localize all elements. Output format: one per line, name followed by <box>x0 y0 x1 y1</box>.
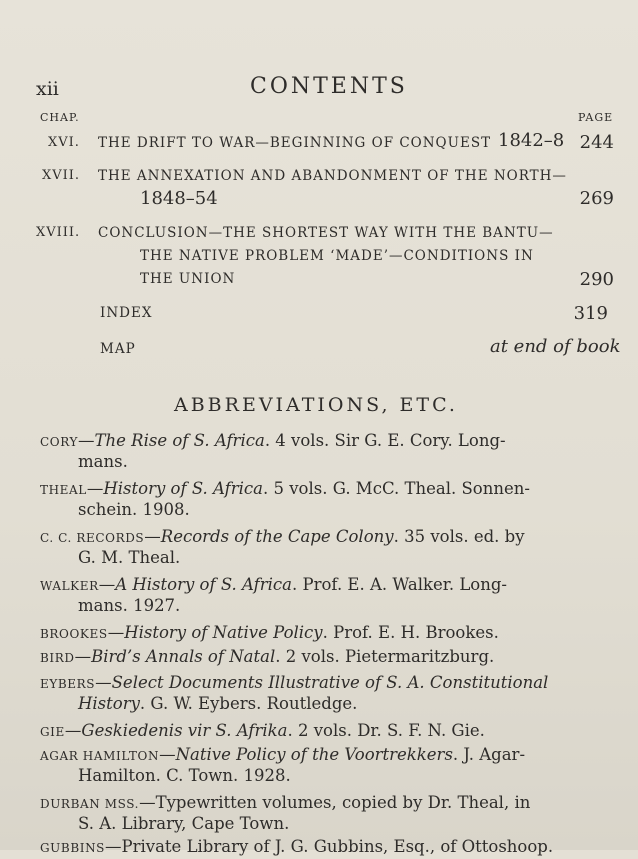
abbreviation-entry: WALKER—A History of S. Africa. Prof. E. A. Walker. Long- <box>40 575 507 594</box>
page-title: CONTENTS <box>250 74 408 99</box>
abbreviation-details: . 35 vols. ed. by <box>393 527 525 546</box>
abbreviation-details: —Private Library of J. G. Gubbins, Esq., of Ottoshoop. <box>105 837 554 856</box>
map-label: MAP <box>100 341 136 357</box>
abbreviation-continuation <box>78 694 357 713</box>
chapter-number: XVIII. <box>36 225 81 240</box>
abbreviation-entry <box>40 792 530 815</box>
chapter-page: 269 <box>579 188 614 209</box>
chapter-number: XVII. <box>42 168 81 183</box>
abbreviation-key: BROOKES <box>40 627 108 641</box>
page-column-label: PAGE <box>578 111 614 124</box>
page-number: xii <box>36 78 59 100</box>
abbreviation-key: CORY <box>40 435 79 449</box>
abbreviation-continuation: mans. <box>78 452 128 471</box>
abbreviation-entry: THEAL—History of S. Africa. 5 vols. G. McC. Theal. Sonnen- <box>40 479 530 498</box>
abbreviation-details: —Typewritten volumes, copied by Dr. Theal, in <box>139 793 531 812</box>
abbreviation-key: WALKER <box>40 579 99 593</box>
abbreviation-continuation: Hamilton. C. Town. 1928. <box>78 766 291 785</box>
abbreviation-key: DURBAN MSS. <box>40 797 140 811</box>
abbreviation-title: Bird’s Annals of Natal <box>91 647 276 666</box>
abbreviation-details: . Prof. E. A. Walker. Long- <box>292 575 507 594</box>
abbreviation-key: BIRD <box>40 651 75 665</box>
abbreviation-key: GUBBINS <box>40 841 105 855</box>
abbreviation-details: . J. Agar- <box>452 745 526 764</box>
abbreviation-title: Native Policy of the Voortrekkers <box>175 745 453 764</box>
map-location: at end of book <box>490 336 621 357</box>
abbreviation-entry: AGAR HAMILTON—Native Policy of the Voortrekkers. J. Agar- <box>40 745 526 764</box>
abbreviation-entry: EYBERS—Select Documents Illustrative of S. A. Constitutional <box>40 673 549 692</box>
index-label: INDEX <box>100 305 153 321</box>
chapter-years: 1848–54 <box>140 188 218 209</box>
abbreviation-key: AGAR HAMILTON <box>40 749 160 763</box>
chapter-title-line2: THE NATIVE PROBLEM ‘MADE’—CONDITIONS IN <box>140 248 534 264</box>
abbreviation-key: THEAL <box>40 483 87 497</box>
abbreviation-key: GIE <box>40 725 65 739</box>
abbreviation-title: Geskiedenis vir S. Afrika <box>81 721 288 740</box>
chapter-title-line3: THE UNION <box>140 271 236 287</box>
abbreviation-details: . G. W. Eybers. Routledge. <box>139 694 358 713</box>
abbreviation-continuation: mans. 1927. <box>78 596 181 615</box>
abbreviation-details: . 2 vols. Dr. S. F. N. Gie. <box>287 721 485 740</box>
chapter-page: 290 <box>579 269 614 290</box>
abbreviation-entry: BIRD—Bird’s Annals of Natal. 2 vols. Pietermaritzburg. <box>40 647 495 666</box>
abbreviation-details: . 2 vols. Pietermaritzburg. <box>275 647 495 666</box>
abbreviation-entry: CORY—The Rise of S. Africa. 4 vols. Sir G. E. Cory. Long- <box>40 431 506 450</box>
abbreviation-continuation: G. M. Theal. <box>78 548 181 567</box>
abbreviation-entry: GIE—Geskiedenis vir S. Afrika. 2 vols. Dr. S. F. N. Gie. <box>40 721 485 740</box>
abbreviation-title: A History of S. Africa <box>115 575 293 594</box>
chapter-title: THE DRIFT TO WAR—BEGINNING OF CONQUEST <box>98 135 492 151</box>
index-page: 319 <box>573 303 608 324</box>
abbreviation-key: C. C. RECORDS <box>40 531 145 545</box>
abbreviation-title-continuation: History <box>78 694 140 713</box>
abbreviation-entry <box>40 836 553 859</box>
abbreviation-entry: C. C. RECORDS—Records of the Cape Colony. 35 vols. ed. by <box>40 527 525 546</box>
chapter-title: CONCLUSION—THE SHORTEST WAY WITH THE BANTU— <box>98 225 554 241</box>
abbreviation-details: . 4 vols. Sir G. E. Cory. Long- <box>264 431 506 450</box>
abbreviation-title: The Rise of S. Africa <box>94 431 265 450</box>
abbreviation-title: Select Documents Illustrative of S. A. Constitutional <box>111 673 549 692</box>
abbreviation-title: History of S. Africa <box>103 479 263 498</box>
abbreviation-title: Records of the Cape Colony <box>160 527 394 546</box>
abbreviation-continuation: schein. 1908. <box>78 500 190 519</box>
abbreviation-entry: BROOKES—History of Native Policy. Prof. E. H. Brookes. <box>40 623 499 642</box>
abbreviation-continuation: S. A. Library, Cape Town. <box>78 814 290 833</box>
abbreviation-details: . Prof. E. H. Brookes. <box>322 623 499 642</box>
chapter-page: 244 <box>579 132 614 153</box>
abbreviation-key: EYBERS <box>40 677 96 691</box>
chapter-years: 1842–8 <box>498 130 565 151</box>
chapter-number: XVI. <box>48 135 80 150</box>
chap-column-label: CHAP. <box>40 111 80 124</box>
abbreviations-heading: ABBREVIATIONS, ETC. <box>174 394 458 416</box>
chapter-title: THE ANNEXATION AND ABANDONMENT OF THE NORTH— <box>98 168 567 184</box>
abbreviation-details: . 5 vols. G. McC. Theal. Sonnen- <box>263 479 530 498</box>
abbreviation-title: History of Native Policy <box>124 623 323 642</box>
